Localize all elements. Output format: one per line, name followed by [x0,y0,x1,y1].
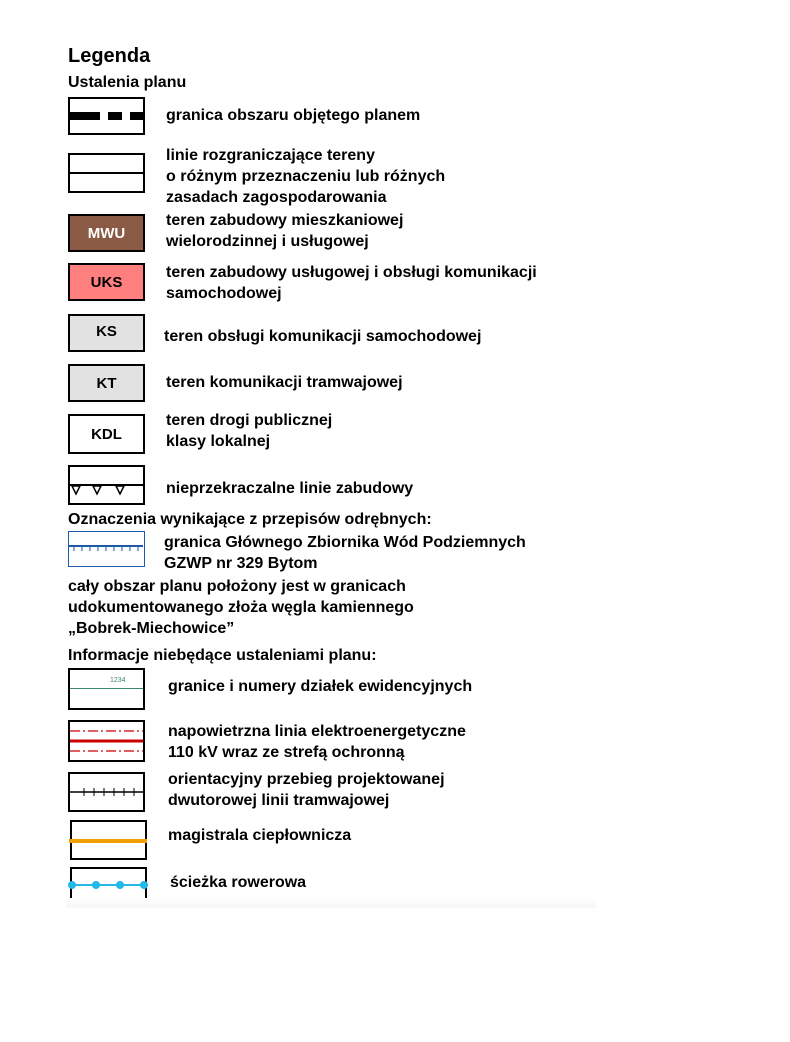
legend-bottom-edge [66,898,596,908]
section-info-heading: Informacje niebędące ustaleniami planu: [68,647,377,664]
lines-label-1: linie rozgraniczające tereny [166,147,375,164]
power-line-label-1: napowietrzna linia elektroenergetyczne [168,723,466,740]
tram-line-label-1: orientacyjny przebieg projektowanej [168,771,445,788]
coal-note-1: cały obszar planu położony jest w granicach [68,578,406,595]
gzwp-boundary-icon [69,532,143,565]
dashed-boundary-icon [70,99,143,133]
tram-line-symbol [68,772,145,812]
gzwp-label-1: granica Głównego Zbiornika Wód Podziemnych [164,534,526,551]
building-line-symbol [68,465,145,505]
mwu-label-1: teren zabudowy mieszkaniowej [166,212,404,229]
heat-pipe-icon [69,822,147,858]
bike-path-label: ścieżka rowerowa [170,874,307,891]
uks-label-2: samochodowej [166,285,282,302]
section-plan-heading: Ustalenia planu [68,74,187,91]
building-line-label: nieprzekraczalne linie zabudowy [166,480,414,497]
coal-note-3: „Bobrek-Miechowice” [68,620,235,637]
power-line-icon [70,722,143,760]
kdl-symbol: KDL [68,414,145,454]
power-line-label-2: 110 kV wraz ze strefą ochronną [168,744,405,761]
divider-line-icon [70,172,143,174]
power-line-symbol [68,720,145,762]
parcel-number-sample: 1234 [110,677,126,684]
lines-label-2: o różnym przeznaczeniu lub różnych [166,168,446,185]
uks-symbol: UKS [68,263,145,301]
parcels-label: granice i numery działek ewidencyjnych [168,678,473,695]
boundary-label: granica obszaru objętego planem [166,107,421,124]
kt-symbol: KT [68,364,145,402]
kt-label: teren komunikacji tramwajowej [166,374,403,391]
ks-label: teren obsługi komunikacji samochodowej [164,328,482,345]
tram-line-label-2: dwutorowej linii tramwajowej [168,792,390,809]
mwu-symbol: MWU [68,214,145,252]
section-other-regs-heading: Oznaczenia wynikające z przepisów odrębnych: [68,511,432,528]
parcels-symbol [68,668,145,710]
tram-track-icon [70,774,143,810]
kdl-label-1: teren drogi publicznej [166,412,333,429]
gzwp-label-2: GZWP nr 329 Bytom [164,555,318,572]
gzwp-symbol [68,531,145,567]
kdl-label-2: klasy lokalnej [166,433,271,450]
triangle-line-icon [70,467,143,503]
mwu-label-2: wielorodzinnej i usługowej [166,233,369,250]
uks-label-1: teren zabudowy usługowej i obsługi komunikacji [166,264,537,281]
lines-symbol [68,153,145,193]
coal-note-2: udokumentowanego złoża węgla kamiennego [68,599,414,616]
legend-title: Legenda [68,45,151,67]
heat-main-label: magistrala ciepłownicza [168,827,352,844]
heat-main-symbol [70,820,147,860]
lines-label-3: zasadach zagospodarowania [166,189,387,206]
parcel-line-icon [70,688,143,689]
boundary-symbol [68,97,145,135]
ks-symbol: KS [68,314,145,352]
